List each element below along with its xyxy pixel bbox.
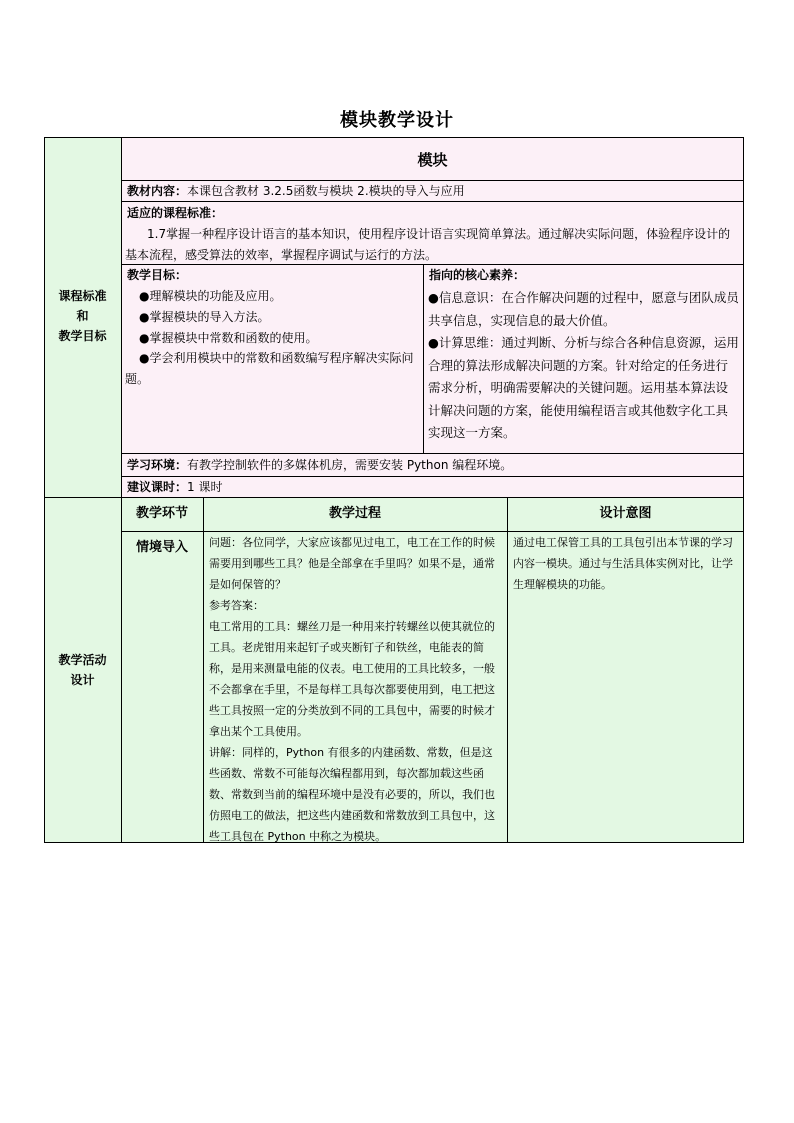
process-paragraph: 问题：各位同学，大家应该都见过电工，电工在工作的时候需要用到哪些工具？他是全部拿在手里吗？如果不是，通常是如何保管的？: [209, 536, 495, 591]
hours-text: 1 课时: [187, 480, 223, 494]
environment-label: 学习环境：: [127, 458, 188, 472]
process-paragraph: 电工常用的工具：螺丝刀是一种用来拧转螺丝以使其就位的工具。老虎钳用来起钉子或夹断钉子和铁丝，电能表的简称，是用来测量电能的仪表。电工使用的工具比较多，一般不会都拿在手里，不是每样工具每次都要使用到，电工把这些工具按照一定的分类放到不同的工具包中，需要的时候才拿出某个工具使用。: [209, 620, 495, 738]
standard-text: 1.7掌握一种程序设计语言的基本知识，使用程序设计语言实现简单算法。通过解决实际问题，体验程序设计的基本流程，感受算法的效率，掌握程序调试与运行的方法。: [125, 227, 731, 262]
stage-cell: 情境导入: [135, 540, 188, 555]
section1-label: 课程标准 和 教学目标: [58, 289, 107, 343]
literacy-label: 指向的核心素养：: [429, 268, 526, 282]
objective-item: ●掌握模块的导入方法。: [139, 309, 270, 324]
material-label: 教材内容：: [127, 184, 188, 198]
process-paragraph: 参考答案：: [209, 599, 264, 612]
objective-item: ●掌握模块中常数和函数的使用。: [139, 330, 318, 345]
material-text: 本课包含教材 3.2.5函数与模块 2.模块的导入与应用: [187, 184, 465, 198]
environment-row: [127, 455, 739, 475]
header-process: 教学过程: [328, 506, 381, 521]
header-intent: 设计意图: [599, 506, 652, 521]
process-paragraph: 讲解：同样的，Python 有很多的内建函数、常数，但是这些函数、常数不可能每次编程都用到，每次都加载这些函数、常数到当前的编程环境中是没有必要的，所以，我们也仿照电工的做法，把这些内建函数和常数放到工具包中，这些工具包在 Python 中称之为模块。: [209, 746, 495, 843]
objective-item: ●理解模块的功能及应用。: [139, 289, 282, 303]
objective-item: ●学会利用模块中的常数和函数编写程序解决实际问题。: [125, 351, 414, 387]
standard-label: 适应的课程标准：: [127, 206, 224, 220]
environment-text: 有教学控制软件的多媒体机房，需要安装 Python 编程环境。: [187, 458, 513, 472]
hours-row: [127, 477, 739, 497]
page-title: 模块教学设计: [340, 110, 454, 131]
material-row: [127, 181, 739, 201]
objectives-label: 教学目标：: [127, 268, 188, 282]
module-title: 模块: [417, 151, 448, 169]
hours-label: 建议课时：: [127, 480, 188, 494]
literacy-item: ●计算思维：通过判断、分析与综合各种信息资源，运用合理的算法形成解决问题的方案。针对给定的任务进行需求分析，明确需要解决的关键问题。运用基本算法设计解决问题的方案，能使用编程语言或其他数字化工具实现这一方案。: [428, 335, 739, 440]
intent-cell: 通过电工保管工具的工具包引出本节课的学习内容一模块。通过与生活具体实例对比，让学生理解模块的功能。: [513, 536, 733, 591]
section2-label: 教学活动 设计: [58, 653, 107, 687]
literacy-item: ●信息意识：在合作解决问题的过程中，愿意与团队成员共享信息，实现信息的最大价值。: [428, 290, 739, 328]
objectives-list: [125, 286, 419, 390]
header-stage: 教学环节: [135, 506, 188, 521]
literacy-list: [428, 287, 739, 445]
process-cell: [209, 532, 503, 847]
